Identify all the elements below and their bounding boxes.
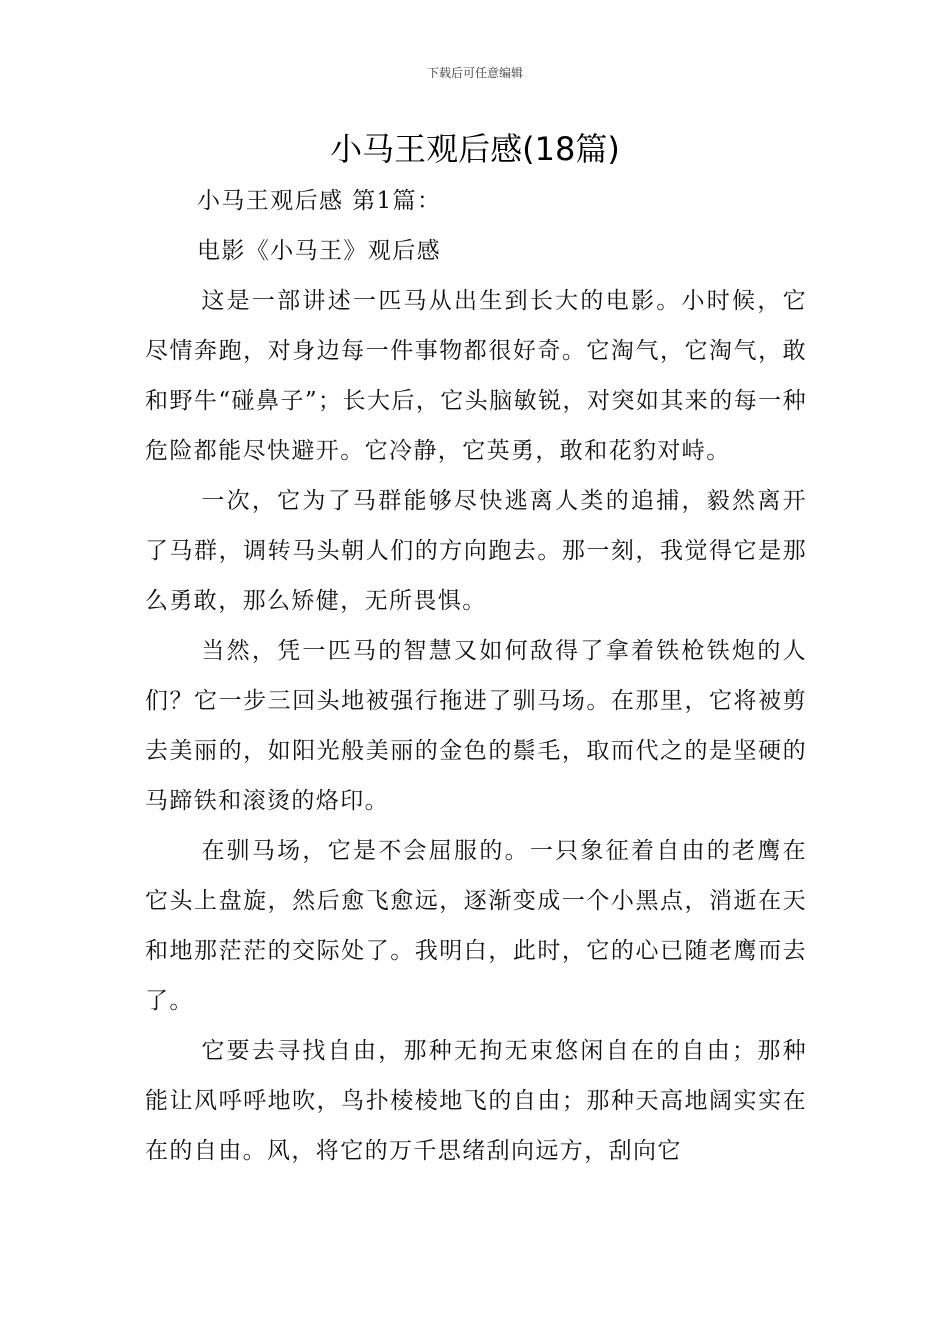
paragraph: 它要去寻找自由，那种无拘无束悠闲自在的自由；那种能让风呼呼地吹，鸟扑棱棱地飞的自由；那种天高地阔实实在在的自由。风，将它的万千思绪刮向远方，刮向它 [145,1038,807,1164]
paragraph: 这是一部讲述一匹马从出生到长大的电影。小时候，它尽情奔跑，对身边每一件事物都很好奇。它淘气，它淘气，敢和野牛“碰鼻子”；长大后，它头脑敏锐，对突如其来的每一种危险都能尽快避开。它冷静，它英勇，敢和花豹对峙。 [145,288,807,464]
paragraph: 当然，凭一匹马的智慧又如何敌得了拿着铁枪铁炮的人们？它一步三回头地被强行拖进了驯马场。在那里，它将被剪去美丽的，如阳光般美丽的金色的鬃毛，取而代之的是坚硬的马蹄铁和滚烫的烙印。 [145,638,807,814]
document-subtitle: 电影《小马王》观后感 [197,238,441,264]
chapter-label: 小马王观后感 第1篇： [197,188,442,214]
paragraph: 一次，它为了马群能够尽快逃离人类的追捕，毅然离开了马群，调转马头朝人们的方向跑去。那一刻，我觉得它是那么勇敢，那么矫健，无所畏惧。 [145,488,807,614]
document-body [145,176,807,1176]
paragraph: 在驯马场，它是不会屈服的。一只象征着自由的老鹰在它头上盘旋，然后愈飞愈远，逐渐变成一个小黑点，消逝在天和地那茫茫的交际处了。我明白，此时，它的心已随老鹰而去了。 [145,838,807,1014]
page-header-note: 下载后可任意编辑 [426,66,523,80]
document-title: 小马王观后感(18篇) [330,130,620,168]
